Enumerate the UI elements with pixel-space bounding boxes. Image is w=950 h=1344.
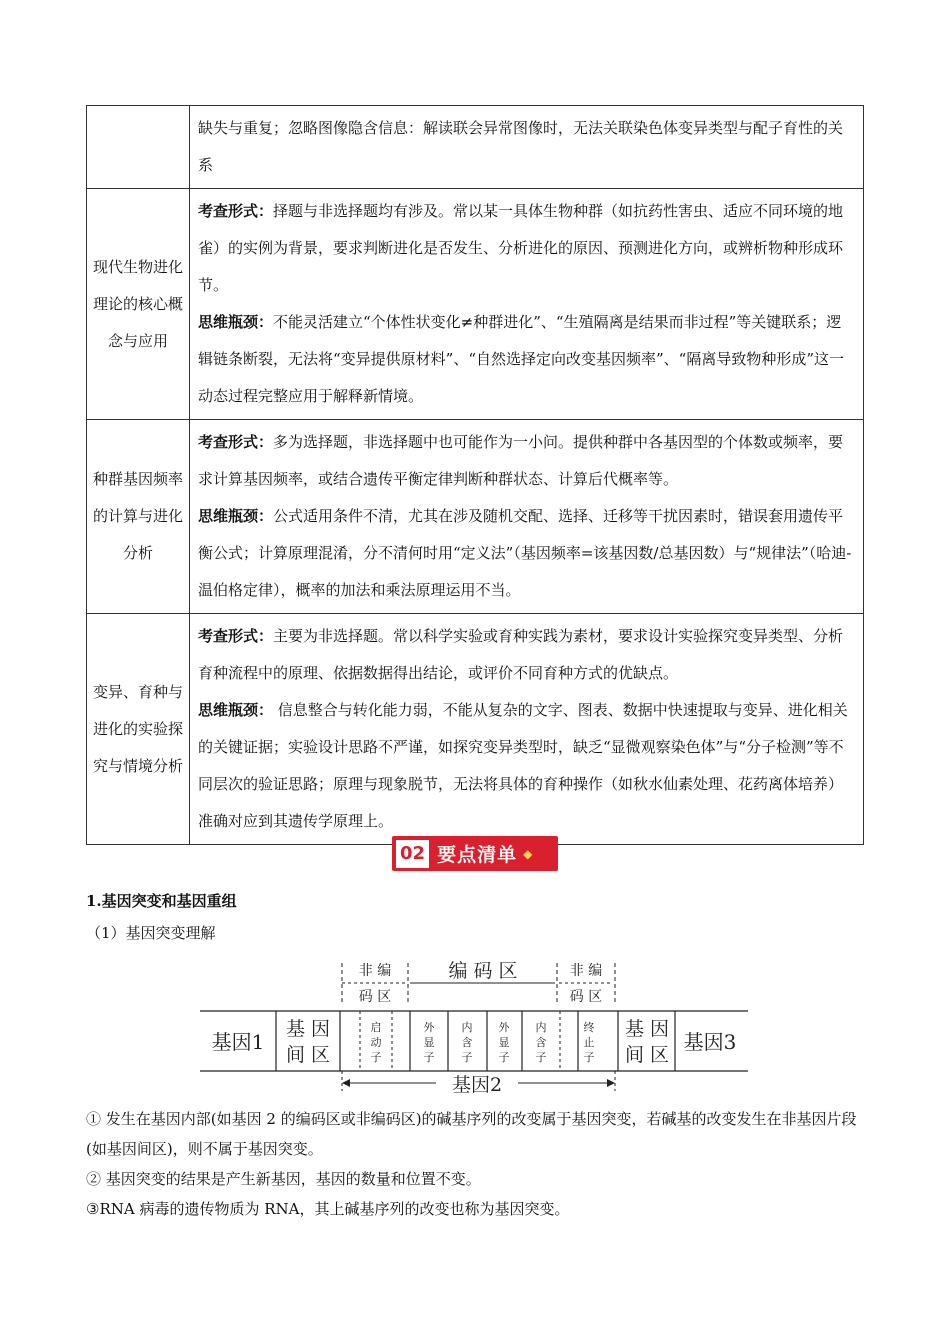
terminator-label: 终 bbox=[583, 1021, 595, 1034]
content-cell bbox=[190, 420, 864, 614]
noncoding-left-label: 码 区 bbox=[358, 989, 392, 1005]
section-banner bbox=[392, 836, 558, 871]
topic-cell bbox=[87, 420, 190, 614]
banner-number: 02 bbox=[396, 840, 429, 868]
section-heading: 1.基因突变和基因重组 bbox=[86, 892, 237, 910]
bottleneck-paragraph bbox=[198, 692, 855, 840]
promoter-label: 子 bbox=[370, 1051, 382, 1064]
terminator-label: 止 bbox=[583, 1036, 595, 1049]
intron-label: 子 bbox=[535, 1051, 547, 1064]
terminator-label: 子 bbox=[583, 1051, 595, 1064]
form-text: 主要为非选择题。常以科学实验或育种实践为素材，要求设计实验探究变异类型、分析育种流程中的原理、依据数据得出结论，或评价不同育种方式的优缺点。 bbox=[198, 627, 844, 682]
noncoding-right-label: 码 区 bbox=[569, 989, 603, 1005]
topic-cell bbox=[87, 189, 190, 420]
form-label: 考查形式： bbox=[198, 202, 274, 220]
topic-text: 种群基因频率的计算与进化分析 bbox=[93, 470, 184, 562]
form-paragraph bbox=[198, 618, 855, 692]
intron-label: 内 bbox=[461, 1021, 473, 1034]
content-cell bbox=[190, 106, 864, 189]
form-text: 择题与非选择题均有涉及。常以某一具体生物种群（如抗药性害虫、适应不同环境的地雀）的实例为背景，要求判断进化是否发生、分析进化的原因、预测进化方向，或辨析物种形成环节。 bbox=[198, 202, 844, 294]
bottleneck-paragraph bbox=[198, 498, 855, 609]
gene1-label: 基因1 bbox=[211, 1030, 265, 1054]
note-paragraph: ① 发生在基因内部(如基因 2 的编码区或非编码区)的碱基序列的改变属于基因突变，若碱基的改变发生在非基因片段(如基因间区)，则不属于基因突变。 bbox=[86, 1110, 857, 1158]
form-paragraph bbox=[198, 193, 855, 304]
exon-label: 外 bbox=[423, 1021, 435, 1034]
table-row bbox=[87, 420, 864, 614]
intron-label: 子 bbox=[461, 1051, 473, 1064]
intergenic-left-label: 基 因 bbox=[285, 1018, 331, 1040]
exon-label: 子 bbox=[423, 1051, 435, 1064]
bottleneck-paragraph bbox=[198, 304, 855, 415]
topic-text: 现代生物进化理论的核心概念与应用 bbox=[93, 257, 184, 350]
bottleneck-label: 思维瓶颈： bbox=[198, 701, 274, 719]
topic-cell bbox=[87, 106, 190, 189]
table-row bbox=[87, 106, 864, 189]
intergenic-left-label: 间 区 bbox=[285, 1044, 331, 1066]
content-cell bbox=[190, 614, 864, 845]
intron-label: 含 bbox=[535, 1036, 547, 1049]
gene-structure-diagram bbox=[200, 955, 750, 1095]
intergenic-right-label: 基 因 bbox=[624, 1018, 670, 1040]
promoter-label: 启 bbox=[370, 1021, 382, 1034]
form-text: 多为选择题，非选择题中也可能作为一小问。提供种群中各基因型的个体数或频率，要求计算基因频率，或结合遗传平衡定律判断种群状态、计算后代概率等。 bbox=[198, 433, 844, 488]
gene3-label: 基因3 bbox=[683, 1030, 737, 1054]
table-row bbox=[87, 189, 864, 420]
bottleneck-text: 信息整合与转化能力弱，不能从复杂的文字、图表、数据中快速提取与变异、进化相关的关键证据；实验设计思路不严谨，如探究变异类型时，缺乏“显微观察染色体”与“分子检测”等不同层次的验证思路；原理与现象脱节，无法将具体的育种操作（如秋水仙素处理、花药离体培养）准确对应到其遗传学原理上。 bbox=[198, 701, 848, 830]
form-label: 考查形式： bbox=[198, 627, 274, 645]
form-label: 考查形式： bbox=[198, 433, 274, 451]
coding-region-label: 编 码 区 bbox=[448, 960, 518, 982]
diamond-icon: ◆ bbox=[523, 846, 533, 861]
exam-analysis-table bbox=[86, 105, 864, 845]
intron-label: 内 bbox=[535, 1021, 547, 1034]
exon-label: 外 bbox=[498, 1021, 510, 1034]
topic-text: 变异、育种与进化的实验探究与情境分析 bbox=[93, 682, 184, 775]
table-row bbox=[87, 614, 864, 845]
promoter-label: 动 bbox=[370, 1036, 382, 1049]
content-text: 缺失与重复；忽略图像隐含信息：解读联会异常图像时，无法关联染色体变异类型与配子育性的关系 bbox=[198, 119, 844, 174]
noncoding-left-label: 非 编 bbox=[358, 963, 392, 979]
intron-label: 含 bbox=[461, 1036, 473, 1049]
form-paragraph bbox=[198, 424, 855, 498]
bottleneck-label: 思维瓶颈： bbox=[198, 507, 274, 525]
content-cell bbox=[190, 189, 864, 420]
bottleneck-text: 不能灵活建立“个体性状变化≠种群进化”、“生殖隔离是结果而非过程”等关键联系；逻辑链条断裂，无法将“变异提供原材料”、“自然选择定向改变基因频率”、“隔离导致物种形成”这一动态过程完整应用于解释新情境。 bbox=[198, 313, 845, 405]
section-subheading: （1）基因突变理解 bbox=[86, 924, 216, 942]
topic-cell bbox=[87, 614, 190, 845]
exon-label: 子 bbox=[498, 1051, 510, 1064]
intergenic-right-label: 间 区 bbox=[624, 1044, 670, 1066]
note-paragraph: ③RNA 病毒的遗传物质为 RNA，其上碱基序列的改变也称为基因突变。 bbox=[86, 1200, 570, 1218]
bottleneck-label: 思维瓶颈： bbox=[198, 313, 274, 331]
gene2-label: 基因2 bbox=[451, 1074, 503, 1095]
banner-title: 要点清单 bbox=[437, 844, 518, 866]
exon-label: 显 bbox=[423, 1036, 435, 1049]
exon-label: 显 bbox=[498, 1036, 510, 1049]
noncoding-right-label: 非 编 bbox=[569, 963, 603, 979]
bottleneck-text: 公式适用条件不清，尤其在涉及随机交配、选择、迁移等干扰因素时，错误套用遗传平衡公式；计算原理混淆，分不清何时用“定义法”（基因频率=该基因数/总基因数）与“规律法”（哈迪-温伯格定律），概率的加法和乘法原理运用不当。 bbox=[198, 507, 852, 599]
note-paragraph: ② 基因突变的结果是产生新基因，基因的数量和位置不变。 bbox=[86, 1170, 481, 1188]
